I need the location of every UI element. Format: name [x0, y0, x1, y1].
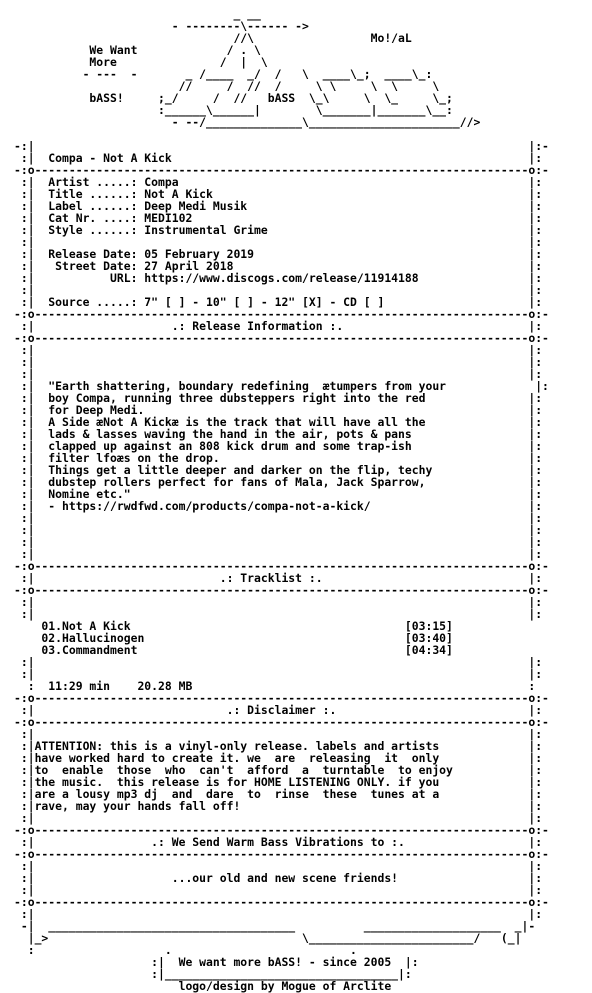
nfo-line: :| Artist .....: Compa |:	[14, 175, 543, 189]
nfo-line: :|rave, may your hands fall off! |:	[14, 799, 543, 813]
nfo-line: :| |:	[14, 811, 543, 825]
nfo-line: We Want / . \	[14, 43, 261, 57]
nfo-line: :| |:	[14, 511, 543, 525]
nfo-line: :|have worked hard to create it. we are releasing it only |:	[14, 751, 543, 765]
nfo-line: :| |:	[14, 667, 543, 681]
nfo-line: 02.Hallucinogen [03:40]	[14, 631, 453, 645]
nfo-line: :| Label ......: Deep Medi Musik |:	[14, 199, 543, 213]
nfo-line: 01.Not A Kick [03:15]	[14, 619, 453, 633]
nfo-line: :| URL: https://www.discogs.com/release/11914188 |:	[14, 271, 543, 285]
nfo-line: -:o------------------------------------------------------------------------o:-	[14, 559, 549, 573]
nfo-line: :| |:	[14, 343, 543, 357]
nfo-line: :| Nomine etc." |:	[14, 487, 543, 501]
nfo-line: :|the music. this release is for HOME LISTENING ONLY. if you |:	[14, 775, 543, 789]
nfo-line: -:o------------------------------------------------------------------------o:-	[14, 715, 549, 729]
nfo-line: :| ...our old and new scene friends! |:	[14, 871, 543, 885]
nfo-line: :| |:	[14, 859, 543, 873]
nfo-line: |_> \________________________/ (_|	[14, 931, 522, 945]
nfo-line: :|__________________________________|:	[14, 967, 412, 981]
nfo-line: logo/design by Mogue of Arclite	[14, 979, 392, 993]
nfo-line: :| |:	[14, 727, 543, 741]
nfo-line: :| .: Release Information :. |:	[14, 319, 543, 333]
nfo-line: :| |:	[14, 607, 543, 621]
nfo-line: More / | \	[14, 55, 268, 69]
nfo-line: - --------\------ ->	[14, 19, 309, 33]
nfo-line: -:o------------------------------------------------------------------------o:-	[14, 823, 549, 837]
nfo-line: :| - https://rwdfwd.com/products/compa-not-a-kick/ |:	[14, 499, 543, 513]
nfo-line: :| .: Tracklist :. |:	[14, 571, 543, 585]
nfo-line: - --/______________\______________________//>	[14, 115, 481, 129]
nfo-line: -:| |:-	[14, 139, 549, 153]
nfo-line: //\ Mo!/aL	[14, 31, 412, 45]
nfo-line: :| lads & lasses waving the hand in the air, pots & pans |:	[14, 427, 543, 441]
nfo-line: :| |:	[14, 655, 543, 669]
nfo-line: :| |:	[14, 907, 543, 921]
nfo-line: 03.Commandment [04:34]	[14, 643, 453, 657]
nfo-line: :| |:	[14, 283, 543, 297]
nfo-line: :| "Earth shattering, boundary redefining ætumpers from your |:	[14, 379, 549, 393]
nfo-line: :______\______| \_______|_______\__:	[14, 103, 453, 117]
nfo-line: :|ATTENTION: this is a vinyl-only release. labels and artists |:	[14, 739, 543, 753]
nfo-line: :| Title ......: Not A Kick |:	[14, 187, 543, 201]
nfo-line: - --- - _ /____ _/ / \ ____\_; ____\_:	[14, 67, 433, 81]
nfo-line: : 11:29 min 20.28 MB :	[14, 679, 536, 693]
nfo-line: :| .: We Send Warm Bass Vibrations to :. |:	[14, 835, 543, 849]
nfo-line: :| |:	[14, 535, 543, 549]
nfo-line: // / // / \ \ \ \ \	[14, 79, 440, 93]
nfo-line: -| ____________________________________ ____________________ _|-	[14, 919, 536, 933]
nfo-line: _ __	[14, 7, 261, 21]
nfo-line: :| |:	[14, 355, 543, 369]
nfo-line: :|are a lousy mp3 dj and dare to rinse these tunes at a |:	[14, 787, 543, 801]
nfo-line: :| |:	[14, 235, 543, 249]
nfo-line: :| boy Compa, running three dubsteppers right into the red |:	[14, 391, 543, 405]
nfo-line: :| |:	[14, 523, 543, 537]
nfo-line: -:o------------------------------------------------------------------------o:-	[14, 163, 549, 177]
nfo-line: :| dubstep rollers perfect for fans of Mala, Jack Sparrow, |:	[14, 475, 543, 489]
nfo-line: :| Source .....: 7" [ ] - 10" [ ] - 12" [X] - CD [ ] |:	[14, 295, 543, 309]
nfo-line: :| |:	[14, 367, 543, 381]
nfo-line: -:o------------------------------------------------------------------------o:-	[14, 895, 549, 909]
nfo-line: :| |:	[14, 883, 543, 897]
nfo-line: : . .	[14, 943, 357, 957]
nfo-line: :| Street Date: 27 April 2018 |:	[14, 259, 543, 273]
nfo-line: :|to enable those who can't afford a turntable to enjoy |:	[14, 763, 543, 777]
nfo-line: :| Compa - Not A Kick |:	[14, 151, 543, 165]
nfo-line: :| |:	[14, 595, 543, 609]
nfo-line: :| Style ......: Instrumental Grime |:	[14, 223, 543, 237]
nfo-line: :| Cat Nr. ....: MEDI102 |:	[14, 211, 543, 225]
nfo-line: -:o------------------------------------------------------------------------o:-	[14, 847, 549, 861]
nfo-line: -:o------------------------------------------------------------------------o:-	[14, 691, 549, 705]
nfo-line: -:o------------------------------------------------------------------------o:-	[14, 307, 549, 321]
nfo-line: -:o------------------------------------------------------------------------o:-	[14, 583, 549, 597]
nfo-line: bASS! ;_/ / // bASS \_\ \ \_ \_;	[14, 91, 453, 105]
nfo-line: :| filter lfoæs on the drop. |:	[14, 451, 543, 465]
nfo-line: -:o------------------------------------------------------------------------o:-	[14, 331, 549, 345]
nfo-line: :| clapped up against an 808 kick drum and some trap-ish |:	[14, 439, 543, 453]
nfo-line: :| A Side æNot A Kickæ is the track that will have all the |:	[14, 415, 543, 429]
nfo-line: :| for Deep Medi. |:	[14, 403, 543, 417]
nfo-line: :| We want more bASS! - since 2005 |:	[14, 955, 419, 969]
nfo-line: :| |:	[14, 547, 543, 561]
nfo-line: :| Things get a little deeper and darker on the flip, techy |:	[14, 463, 543, 477]
nfo-line: :| .: Disclaimer :. |:	[14, 703, 543, 717]
nfo-line: :| Release Date: 05 February 2019 |:	[14, 247, 543, 261]
